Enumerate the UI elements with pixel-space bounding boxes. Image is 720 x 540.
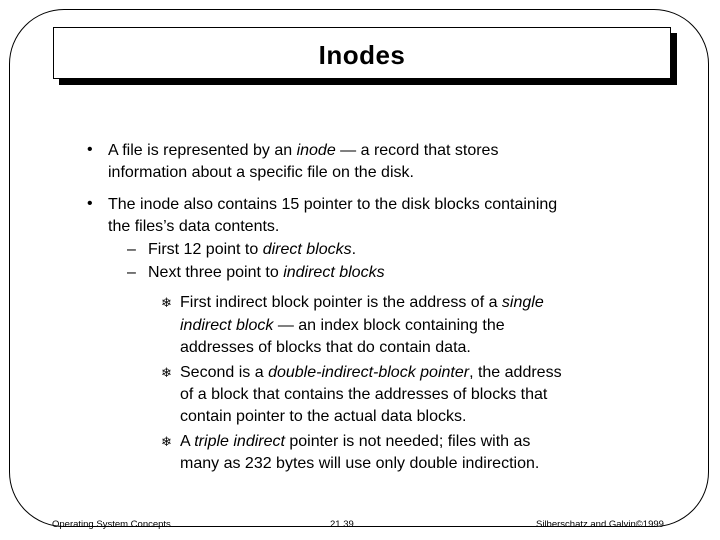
subsub-3-line-1: A triple indirect pointer is not needed; files with as xyxy=(180,433,531,450)
subsub-2-line-2: of a block that contains the addresses of blocks that xyxy=(180,386,548,403)
subpoint-2: Next three point to indirect blocks xyxy=(148,264,385,281)
bullet-2-line-1: The inode also contains 15 pointer to the disk blocks containing xyxy=(108,196,558,213)
subsub-1-line-1: First indirect block pointer is the address of a single xyxy=(180,294,544,311)
dash-marker: – xyxy=(127,241,136,258)
snowflake-icon: ❄ xyxy=(161,365,172,380)
subsub-1-line-3: addresses of blocks that do contain data. xyxy=(180,339,471,356)
bullet-1-line-2: information about a specific file on the disk. xyxy=(108,164,414,181)
bullet-2-line-2: the files’s data contents. xyxy=(108,218,280,235)
footer-page-number: 21.39 xyxy=(330,519,354,530)
subsub-2-line-3: contain pointer to the actual data blocks. xyxy=(180,408,467,425)
snowflake-icon: ❄ xyxy=(161,434,172,449)
footer-left: Operating System Concepts xyxy=(52,519,171,530)
bullet-marker: • xyxy=(87,141,93,158)
bullet-marker: • xyxy=(87,195,93,212)
dash-marker: – xyxy=(127,264,136,281)
subpoint-1: First 12 point to direct blocks. xyxy=(148,241,357,258)
slide-title: Inodes xyxy=(318,40,406,70)
subsub-2-line-1: Second is a double-indirect-block pointer, the address xyxy=(180,364,562,381)
footer-right: Silberschatz and Galvin©1999 xyxy=(536,519,664,530)
snowflake-icon: ❄ xyxy=(161,295,172,310)
bullet-1-line-1: A file is represented by an inode — a record that stores xyxy=(108,142,499,159)
subsub-1-line-2: indirect block — an index block containing the xyxy=(180,317,505,334)
subsub-3-line-2: many as 232 bytes will use only double indirection. xyxy=(180,455,540,472)
